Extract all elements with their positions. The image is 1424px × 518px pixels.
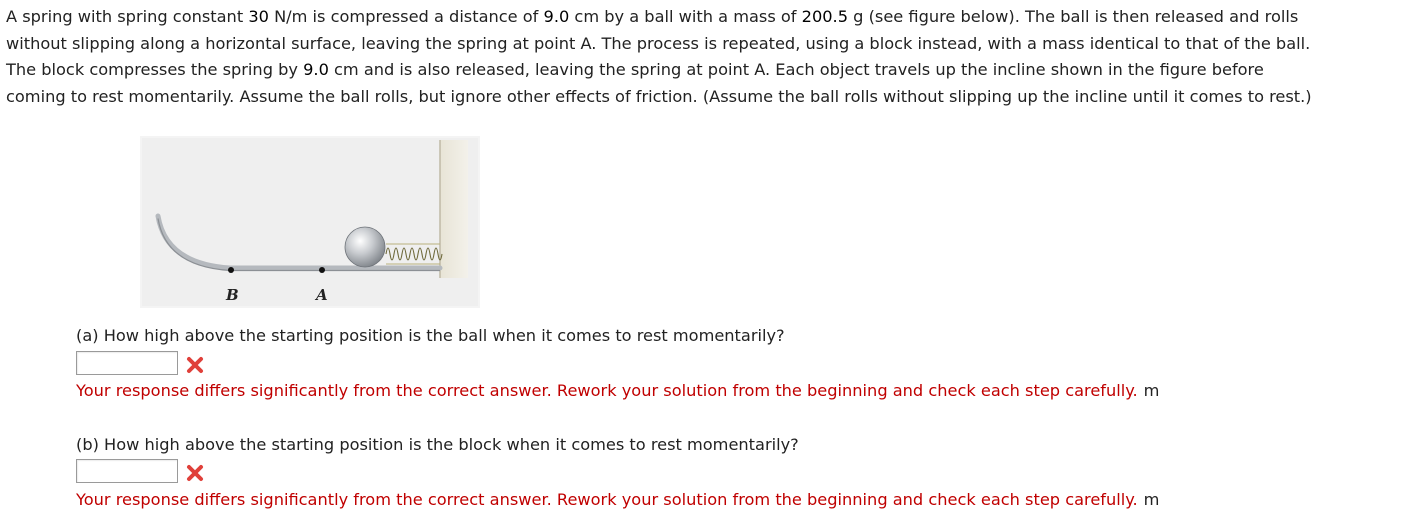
problem-text-segment: cm and is also released, leaving the spring at point A. Each object travels up the incline shown in the figure before: [328, 60, 1264, 79]
spring-incline-figure: [140, 136, 480, 308]
part-a-feedback-message: Your response differs significantly from the correct answer. Rework your solution from the beginning and check each step carefully.: [76, 381, 1138, 400]
problem-line-3: [6, 57, 1422, 84]
problem-text-segment: The block compresses the spring by: [6, 60, 304, 79]
problem-statement: [6, 4, 1422, 110]
part-a-feedback: [76, 380, 1159, 402]
part-b-feedback-message: Your response differs significantly from the correct answer. Rework your solution from the beginning and check each step carefully.: [76, 490, 1138, 509]
part-a-answer-input[interactable]: [76, 351, 178, 375]
incorrect-x-icon: [185, 463, 205, 483]
part-a-unit: m: [1143, 381, 1160, 400]
part-b-feedback: [76, 489, 1159, 511]
block-compression-value: 9.0: [303, 60, 329, 79]
compression-distance-value: 9.0: [543, 7, 570, 26]
part-a-question: (a) How high above the starting position is the ball when it comes to rest momentarily?: [76, 326, 785, 345]
point-b-marker: [228, 267, 234, 273]
ball-mass-value: 200.5: [801, 7, 848, 26]
problem-text-segment: N/m is compressed a distance of: [268, 7, 544, 26]
incorrect-x-icon: [185, 355, 205, 375]
point-b-label: B: [226, 286, 239, 304]
part-b-unit: m: [1143, 490, 1160, 509]
problem-text-segment: g (see figure below). The ball is then released and rolls: [848, 7, 1299, 26]
problem-text-segment: cm by a ball with a mass of: [569, 7, 802, 26]
problem-line-1: [6, 4, 1422, 31]
ball: [345, 227, 385, 267]
problem-line-4: coming to rest momentarily. Assume the ball rolls, but ignore other effects of friction. (Assume the ball rolls without slipping up the incline until it comes to rest.): [6, 86, 1312, 106]
problem-text-segment: A spring with spring constant: [6, 7, 249, 26]
spring-constant-value: 30: [248, 7, 269, 26]
part-b-answer-input[interactable]: [76, 459, 178, 483]
wall: [440, 140, 468, 278]
problem-line-2: without slipping along a horizontal surface, leaving the spring at point A. The process is repeated, using a block instead, with a mass identical to that of the ball.: [6, 33, 1311, 53]
point-a-marker: [319, 267, 325, 273]
point-a-label: A: [316, 286, 328, 304]
part-b-question: (b) How high above the starting position is the block when it comes to rest momentarily?: [76, 435, 799, 454]
